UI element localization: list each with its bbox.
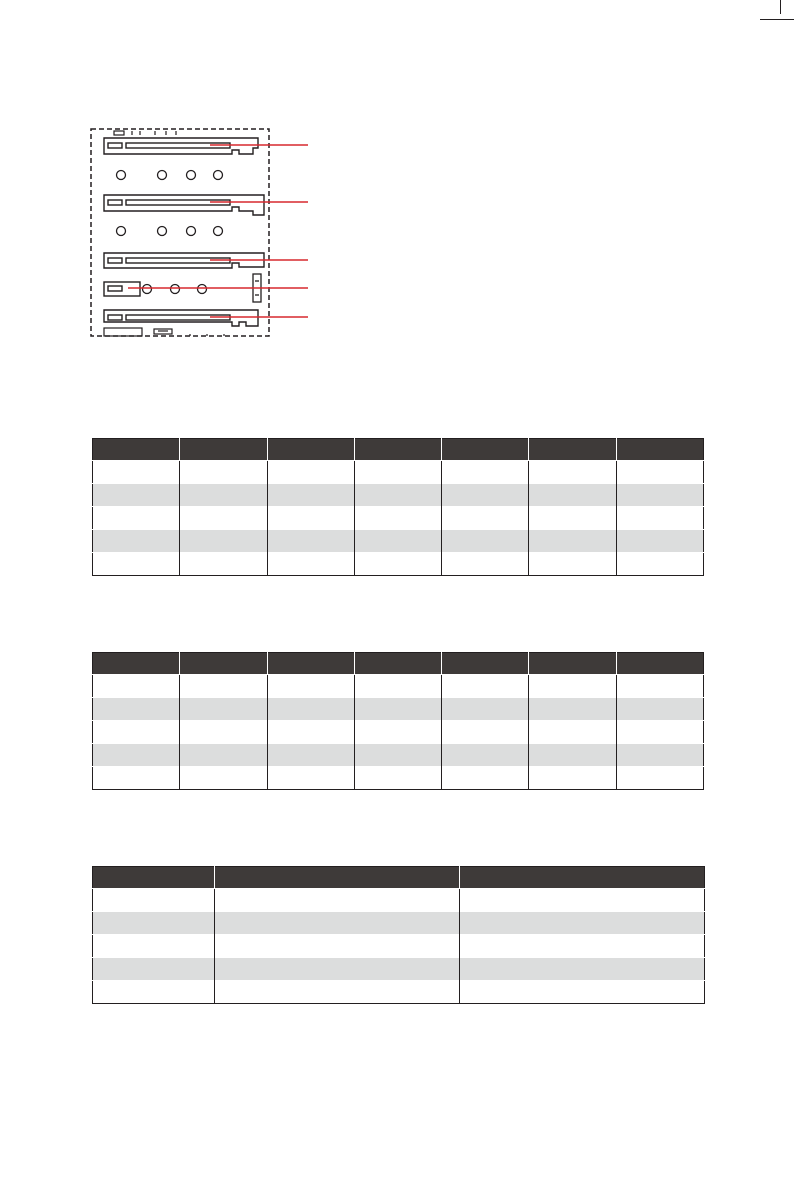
table-row [93, 461, 704, 484]
pcie-slot-4 [104, 282, 140, 296]
pcie-slot-1 [104, 138, 258, 154]
table-row [93, 530, 704, 553]
table-row [93, 507, 704, 530]
configuration-table-3 [92, 866, 705, 1004]
table-row [93, 767, 704, 790]
pcie-slot-2 [104, 195, 264, 215]
table-row [93, 484, 704, 507]
table-header-row [93, 867, 705, 889]
table-header-row [93, 439, 704, 461]
standoff-row-3 [143, 285, 207, 294]
table-row [93, 935, 705, 958]
table-row [93, 889, 705, 912]
expansion-slot-diagram [0, 0, 794, 360]
table-row [93, 675, 704, 698]
board-outline [91, 129, 269, 336]
io-bracket-marks [114, 131, 176, 135]
table-row [93, 698, 704, 721]
table-header-row [93, 653, 704, 675]
table-row [93, 553, 704, 576]
bottom-headers [104, 328, 224, 336]
table-row [93, 958, 705, 981]
table-row [93, 912, 705, 935]
table-row [93, 744, 704, 767]
table-row [93, 981, 705, 1004]
standoff-row-1 [117, 171, 223, 180]
configuration-table-2 [92, 652, 704, 790]
standoff-row-2 [117, 227, 223, 236]
configuration-table-1 [92, 438, 704, 576]
pcie-slot-5 [104, 310, 258, 326]
table-row [93, 721, 704, 744]
